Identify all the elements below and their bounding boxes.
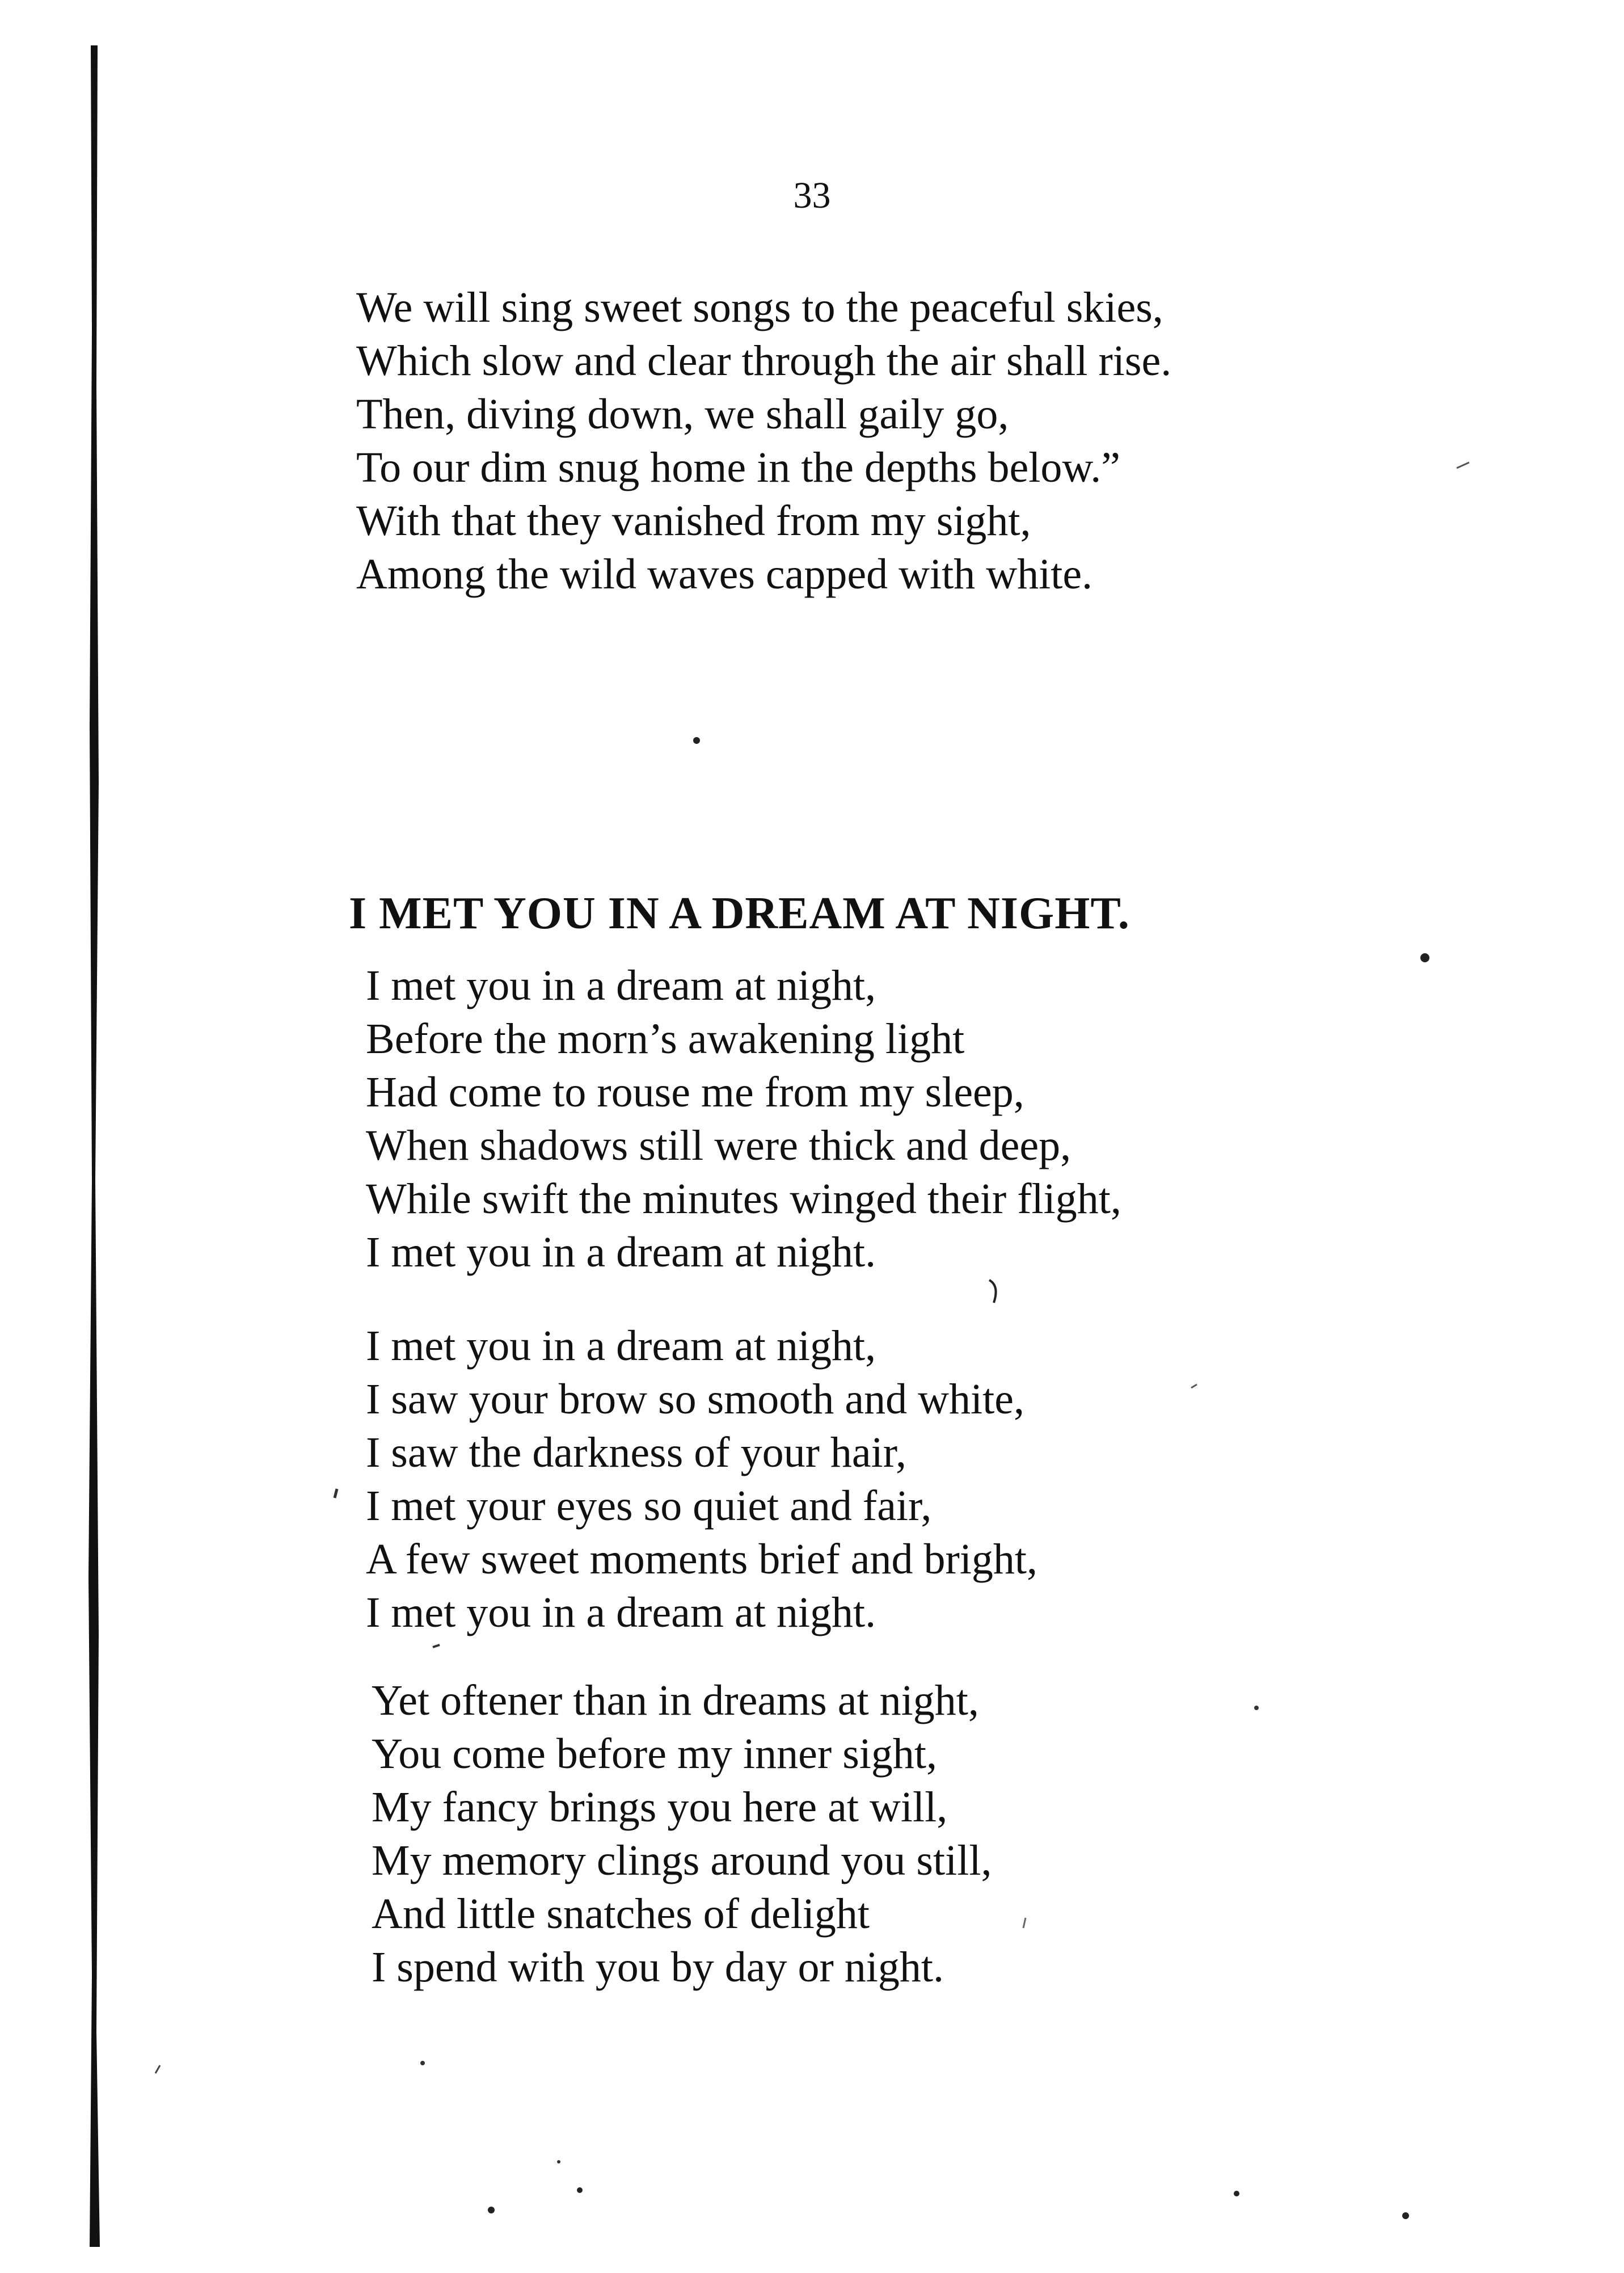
poem-stanza-1 <box>366 959 1121 1279</box>
poem-line: I spend with you by day or night. <box>372 1943 944 1991</box>
poem-line: My fancy brings you here at will, <box>372 1783 948 1831</box>
poem-line: I met you in a dream at night. <box>366 1589 876 1636</box>
poem-line: With that they vanished from my sight, <box>356 497 1031 545</box>
poem-title: I MET YOU IN A DREAM AT NIGHT. <box>349 889 1130 938</box>
poem-line: I met you in a dream at night, <box>366 962 876 1009</box>
poem-line: While swift the minutes winged their flight, <box>366 1175 1121 1223</box>
poem-line: We will sing sweet songs to the peaceful skies, <box>356 284 1163 331</box>
poem-line: I saw the darkness of your hair, <box>366 1429 907 1476</box>
poem-line: Yet oftener than in dreams at night, <box>372 1677 979 1724</box>
poem-line: Had come to rouse me from my sleep, <box>366 1068 1024 1116</box>
poem-stanza-3 <box>372 1674 992 1994</box>
poem-line: I met you in a dream at night. <box>366 1228 876 1276</box>
poem-line: I met your eyes so quiet and fair, <box>366 1482 932 1530</box>
poem-line: And little snatches of delight <box>372 1890 870 1938</box>
opening-stanza <box>356 281 1171 601</box>
poem-line: Among the wild waves capped with white. <box>356 550 1093 598</box>
poem-line: You come before my inner sight, <box>372 1730 938 1778</box>
poem-line: When shadows still were thick and deep, <box>366 1122 1072 1169</box>
poem-line: Before the morn’s awakening light <box>366 1015 965 1063</box>
poem-line: I saw your brow so smooth and white, <box>366 1375 1024 1423</box>
page-number: 33 <box>793 175 831 216</box>
poem-line: To our dim snug home in the depths below.” <box>356 444 1120 491</box>
poem-line: A few sweet moments brief and bright, <box>366 1535 1038 1583</box>
poem-stanza-2 <box>366 1319 1037 1639</box>
poem-line: I met you in a dream at night, <box>366 1322 876 1370</box>
poem-line: Which slow and clear through the air shall rise. <box>356 337 1172 385</box>
poem-line: Then, diving down, we shall gaily go, <box>356 390 1009 438</box>
poem-line: My memory clings around you still, <box>372 1837 992 1884</box>
